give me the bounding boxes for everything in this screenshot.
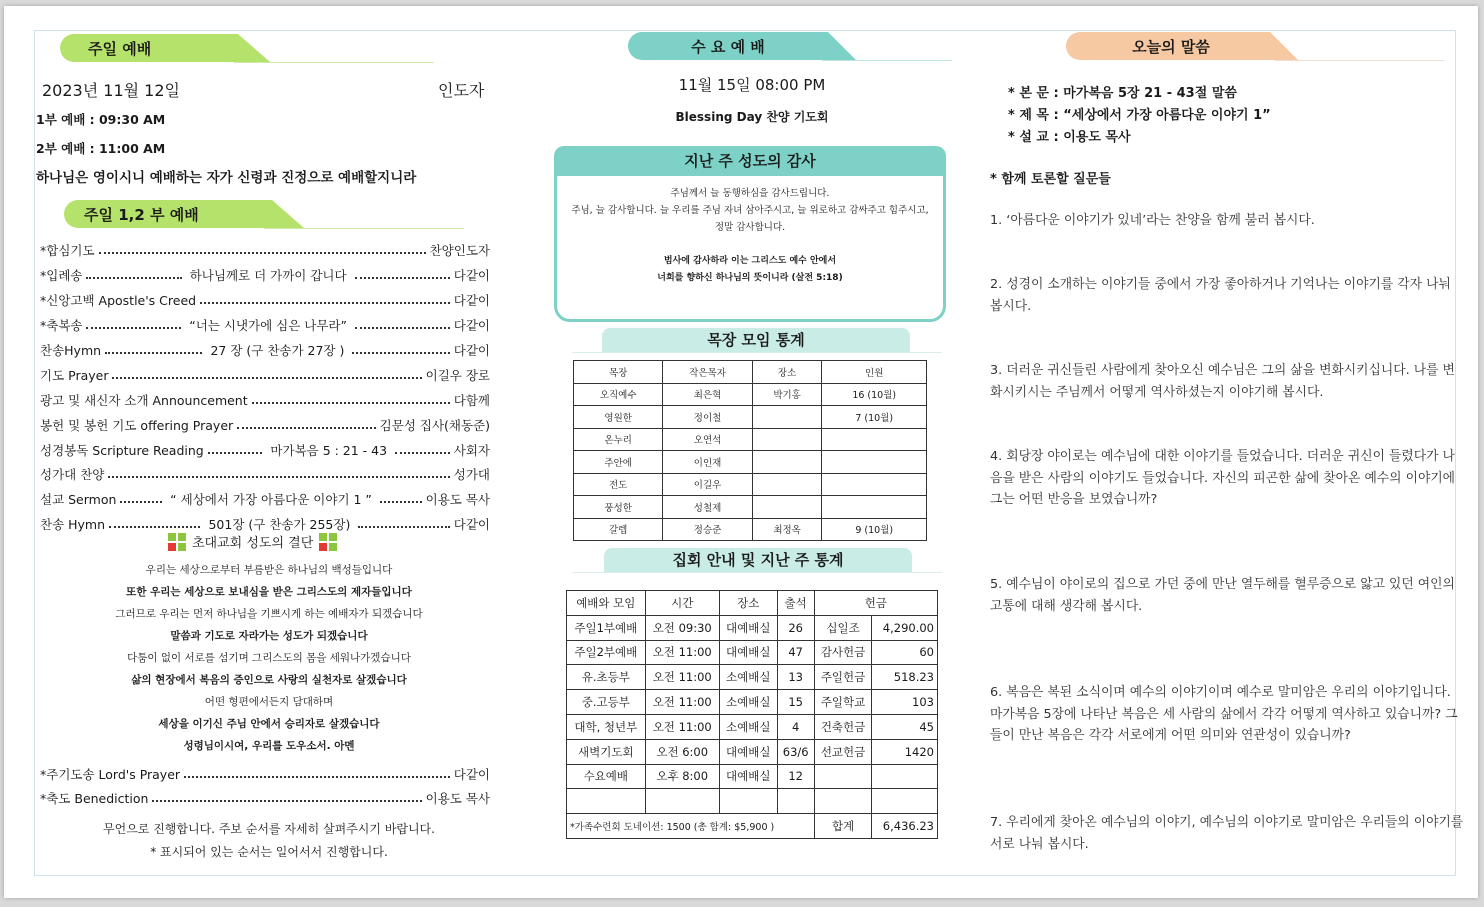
mokjang-table	[573, 360, 927, 541]
order-label: 찬송Hymn	[40, 343, 102, 358]
table-cell: 오후 8:00	[645, 764, 719, 789]
order-row	[40, 514, 490, 534]
table-cell: 갈렙	[574, 518, 663, 541]
order-content: “ 세상에서 가장 아름다운 이야기 1 ”	[170, 492, 372, 507]
dot-leader	[355, 321, 450, 329]
table-cell	[822, 496, 927, 519]
table-cell: 60	[872, 640, 938, 665]
creed-line: 우리는 세상으로부터 부름받은 하나님의 백성들입니다	[145, 564, 393, 576]
dot-leader	[184, 770, 450, 778]
order-label: *신앙고백 Apostle's Creed	[40, 293, 197, 308]
table-cell: 47	[777, 640, 814, 665]
table-header-cell: 예배와 모임	[567, 591, 646, 616]
question-line: 고통에 대해 생각해 봅시다.	[990, 598, 1143, 614]
table-cell: 26	[777, 615, 814, 640]
thanks-line: 주님께서 늘 동행하심을 감사드립니다.	[670, 188, 830, 199]
table-cell: 오전 11:00	[645, 640, 719, 665]
order-row	[40, 489, 490, 509]
thanks-line: 정말 감사합니다.	[714, 222, 786, 233]
table-cell: 성철제	[663, 496, 752, 519]
dot-leader	[352, 346, 449, 354]
table-row	[567, 665, 938, 690]
order-label: 성가대 찬양	[40, 467, 105, 482]
dot-leader	[200, 296, 450, 304]
creed-line: 삶의 현장에서 복음의 증인으로 사랑의 실천자로 살겠습니다	[131, 674, 407, 686]
order-row	[40, 464, 490, 484]
thanks-verse: 범사에 감사하라 이는 그리스도 예수 안에서	[663, 256, 837, 266]
wednesday-header-tab	[628, 32, 856, 60]
creed-title: 초대교회 성도의 결단	[192, 536, 314, 551]
order-leader: 이용도 목사	[425, 791, 490, 806]
table-cell: 온누리	[574, 428, 663, 451]
table-cell: 감사헌금	[814, 640, 872, 665]
creed-line: 다툼이 없이 서로를 섬기며 그리스도의 몸을 세워나가겠습니다	[127, 652, 411, 664]
table-cell	[752, 428, 822, 451]
order-leader: 이용도 목사	[425, 492, 491, 507]
table-cell: 4	[777, 714, 814, 739]
dot-leader	[358, 520, 449, 528]
mokjang-title: 목장 모임 통계	[602, 328, 910, 352]
table-header-cell: 장소	[719, 591, 777, 616]
table-cell: 대예배실	[719, 640, 777, 665]
order-content: 501장 (구 찬송가 255장)	[208, 517, 351, 532]
question-line: 들이 만난 복음은 각각 서로에게 어떤 의미와 연관성이 있습니까?	[990, 728, 1351, 743]
footer-note-2: * 표시되어 있는 순서는 일어서서 진행합니다.	[150, 845, 388, 859]
table-row	[567, 714, 938, 739]
table-cell: 대예배실	[719, 739, 777, 764]
table-row	[567, 615, 938, 640]
order-row	[40, 290, 490, 310]
table-cell: 주일2부예배	[567, 640, 646, 665]
table-row	[567, 640, 938, 665]
table-row	[574, 451, 927, 474]
order-label: 설교 Sermon	[40, 492, 117, 507]
table-cell	[752, 451, 822, 474]
order-leader: 다같이	[453, 767, 490, 782]
wednesday-event	[552, 108, 952, 125]
creed-line: 그러므로 우리는 먼저 하나님을 기쁘시게 하는 예배자가 되겠습니다	[115, 608, 423, 620]
table-header-cell: 목장	[574, 361, 663, 384]
table-header-cell: 헌금	[814, 591, 937, 616]
table-cell: 정이철	[663, 406, 752, 429]
table-cell: 4,290.00	[872, 615, 938, 640]
table-cell	[752, 496, 822, 519]
dot-leader	[109, 520, 200, 528]
thanks-title: 지난 주 성도의 감사	[554, 146, 946, 176]
order-row	[40, 265, 490, 285]
table-cell: 최은혁	[663, 383, 752, 406]
word-header: 오늘의 말씀	[1132, 37, 1210, 56]
order-label: 봉헌 및 봉헌 기도 offering Prayer	[40, 418, 234, 433]
table-cell: 새벽기도회	[567, 739, 646, 764]
table-row	[567, 789, 938, 814]
table-cell: 15	[777, 690, 814, 715]
table-cell	[567, 789, 646, 814]
table-row	[567, 764, 938, 789]
dot-leader	[86, 271, 181, 279]
sermon-preacher: * 설 교 : 이용도 목사	[1008, 130, 1131, 145]
question-line: 마가복음 5장에 나타난 복음은 세 사람의 삶에서 각각 어떻게 역사하고 있습니까? 그	[990, 706, 1458, 722]
table-cell: 대예배실	[719, 764, 777, 789]
dot-leader	[380, 495, 422, 503]
order-leader: 이길우 장로	[425, 368, 490, 383]
dot-leader	[120, 495, 162, 503]
order-label: 기도 Prayer	[40, 368, 109, 383]
table-cell: 박기홍	[752, 383, 822, 406]
order-leader: 다같이	[453, 268, 491, 283]
order-content: 마가복음 5 : 21 - 43	[270, 443, 388, 458]
order-leader: 다같이	[453, 517, 491, 532]
table-cell	[719, 789, 777, 814]
table-cell: 이인재	[663, 451, 752, 474]
order-leader: 사회자	[453, 443, 491, 458]
stats-rule	[572, 572, 942, 573]
order-content: “너는 시냇가에 심은 나무라”	[189, 318, 347, 333]
table-header-row	[574, 361, 927, 384]
dot-leader	[108, 470, 449, 478]
event-ko: 찬양 기도회	[766, 110, 829, 124]
service-time-2: 2부 예배 : 11:00 AM	[36, 141, 166, 156]
question-line: 2. 성경이 소개하는 이야기들 중에서 가장 좋아하거나 기억나는 이야기를 각자 나눠	[990, 277, 1451, 292]
table-cell	[777, 789, 814, 814]
question-line: 3. 더러운 귀신들린 사람에게 찾아오신 예수님은 그의 삶을 변화시키십니다. 나를 변	[990, 363, 1455, 378]
table-cell: 건축헌금	[814, 714, 872, 739]
creed-line: 성령님이시여, 우리를 도우소서. 아멘	[183, 740, 355, 752]
table-cell: 오전 11:00	[645, 665, 719, 690]
table-cell: 십일조	[814, 615, 872, 640]
order-row	[40, 415, 490, 435]
order-label: 찬송 Hymn	[40, 517, 106, 532]
creed-line: 세상을 이기신 주님 안에서 승리자로 살겠습니다	[158, 718, 380, 730]
table-cell: 518.23	[872, 665, 938, 690]
order-label: *축도 Benediction	[40, 791, 149, 806]
discussion-question	[990, 274, 1466, 317]
four-square-icon	[168, 533, 186, 551]
discussion-question	[990, 446, 1466, 511]
table-cell: 13	[777, 665, 814, 690]
dot-leader	[112, 371, 421, 379]
footer-note-1: 무언으로 진행합니다. 주보 순서를 자세히 살펴주시기 바랍니다.	[103, 822, 435, 836]
discussion-question	[990, 812, 1466, 855]
order-content: 27 장 (구 찬송가 27장 )	[210, 343, 345, 358]
order-leader: 성가대	[453, 467, 490, 482]
table-cell: 소예배실	[719, 665, 777, 690]
question-line: 7. 우리에게 찾아온 예수님의 이야기, 예수님의 이야기로 말미암은 우리들의 이야기를	[990, 815, 1464, 830]
order-label: *주기도송 Lord's Prayer	[40, 767, 181, 782]
table-cell	[822, 451, 927, 474]
question-line: 4. 회당장 야이로는 예수님에 대한 이야기를 들었습니다. 더러운 귀신이 들렸다가 나	[990, 449, 1455, 464]
closing-row	[40, 788, 490, 808]
total-label: 합계	[814, 814, 872, 839]
order-row	[40, 315, 490, 335]
sermon-title: * 제 목 : “세상에서 가장 아름다운 이야기 1”	[1008, 108, 1271, 123]
question-line: 화시키시는 주님께서 어떻게 역사하셨는지 이야기해 봅시다.	[990, 384, 1324, 400]
event-en: Blessing Day	[675, 110, 763, 124]
thanks-box	[554, 146, 946, 322]
header-rule	[234, 62, 434, 63]
table-row	[574, 383, 927, 406]
sunday-date: 2023년 11월 12일	[42, 81, 180, 100]
table-row	[574, 473, 927, 496]
dot-leader	[252, 396, 450, 404]
discussion-question	[990, 682, 1466, 747]
table-cell: 103	[872, 690, 938, 715]
table-cell: 주일헌금	[814, 665, 872, 690]
order-row	[40, 240, 490, 260]
table-cell: 대예배실	[719, 615, 777, 640]
table-cell: 1420	[872, 739, 938, 764]
discussion-heading: * 함께 토론할 질문들	[990, 172, 1111, 187]
table-cell: 9 (10월)	[822, 518, 927, 541]
table-row	[574, 428, 927, 451]
table-header-cell: 작은목자	[663, 361, 752, 384]
order-header-tab	[64, 200, 304, 228]
table-cell: 풍성한	[574, 496, 663, 519]
table-total-row	[567, 814, 938, 839]
table-cell: 소예배실	[719, 690, 777, 715]
order-label: 성경봉독 Scripture Reading	[40, 443, 204, 458]
table-cell: 주일학교	[814, 690, 872, 715]
table-row	[574, 518, 927, 541]
order-row	[40, 365, 490, 385]
dot-leader	[99, 246, 426, 254]
wed-rule	[822, 60, 952, 61]
table-cell: 중.고등부	[567, 690, 646, 715]
table-header-cell: 시간	[645, 591, 719, 616]
table-cell: 선교헌금	[814, 739, 872, 764]
order-row	[40, 340, 490, 360]
table-cell	[822, 473, 927, 496]
leader-label: 인도자	[438, 81, 485, 100]
table-header-cell: 인원	[822, 361, 927, 384]
discussion-question	[990, 360, 1466, 403]
table-cell: 대학, 청년부	[567, 714, 646, 739]
table-row	[574, 496, 927, 519]
discussion-question	[990, 210, 1466, 232]
bulletin-sheet	[4, 6, 1478, 898]
table-cell: 12	[777, 764, 814, 789]
table-cell: 16 (10월)	[822, 383, 927, 406]
stats-note: *가족수련회 도네이션: 1500 (총 합계: $5,900 )	[567, 814, 815, 839]
dot-leader	[208, 446, 263, 454]
table-cell: 45	[872, 714, 938, 739]
question-line: 6. 복음은 복된 소식이며 예수의 이야기이며 예수로 말미암은 우리의 이야기입니다.	[990, 685, 1451, 700]
question-line: 봅시다.	[990, 298, 1032, 314]
theme-verse: 하나님은 영이시니 예배하는 자가 신령과 진정으로 예배할지니라	[36, 170, 417, 186]
dot-leader	[86, 321, 181, 329]
table-cell: 정승준	[663, 518, 752, 541]
table-cell	[752, 473, 822, 496]
order-label: 광고 및 새신자 소개 Announcement	[40, 393, 248, 408]
stats-table	[566, 590, 938, 839]
creed-title-row	[168, 532, 337, 551]
table-cell: 오전 6:00	[645, 739, 719, 764]
total-value: 6,436.23	[872, 814, 938, 839]
order-row	[40, 440, 490, 460]
table-cell: 오전 11:00	[645, 714, 719, 739]
table-cell	[645, 789, 719, 814]
question-line: 5. 예수님이 야이로의 집으로 가던 중에 만난 열두해를 혈루증으로 앓고 있던 여인의	[990, 577, 1455, 592]
table-row	[574, 406, 927, 429]
order-leader: 찬양인도자	[429, 243, 490, 258]
table-cell: 영원한	[574, 406, 663, 429]
order-content: 하나님께로 더 가까이 갑니다	[189, 268, 347, 283]
table-cell: 수요예배	[567, 764, 646, 789]
word-header-tab	[1066, 32, 1298, 60]
wednesday-datetime: 11월 15일 08:00 PM	[678, 76, 826, 94]
creed-line: 말씀과 기도로 자라가는 성도가 되겠습니다	[170, 630, 368, 642]
order-leader: 김문성 집사(채동준)	[379, 418, 490, 433]
question-line: 1. ‘아름다운 이야기가 있네’라는 찬양을 함께 불러 봅시다.	[990, 213, 1315, 228]
order-leader: 다같이	[453, 318, 491, 333]
table-cell: 최정옥	[752, 518, 822, 541]
sermon-text: * 본 문 : 마가복음 5장 21 - 43절 말씀	[1008, 86, 1237, 101]
question-line: 그는 어떤 반응을 보였습니까?	[990, 492, 1158, 507]
sunday-header: 주일 예배	[88, 39, 152, 58]
table-cell: 소예배실	[719, 714, 777, 739]
table-cell: 주안에	[574, 451, 663, 474]
word-rule	[1274, 60, 1444, 61]
order-row	[40, 390, 490, 410]
table-row	[567, 739, 938, 764]
wednesday-header: 수 요 예 배	[691, 37, 765, 56]
table-row	[567, 690, 938, 715]
table-cell: 오전 09:30	[645, 615, 719, 640]
order-label: *입례송	[40, 268, 83, 283]
order-label: *축복송	[40, 318, 83, 333]
table-header-cell: 출석	[777, 591, 814, 616]
thanks-verse: 너희를 향하신 하나님의 뜻이니라 (살전 5:18)	[657, 273, 843, 283]
table-cell	[872, 764, 938, 789]
question-line: 음을 받은 사람의 이야기도 들었습니다. 자신의 피곤한 삶에 찾아온 예수의 이야기에	[990, 470, 1456, 486]
four-square-icon	[319, 533, 337, 551]
table-cell: 유.초등부	[567, 665, 646, 690]
sunday-header-tab	[60, 34, 270, 62]
dot-leader	[237, 421, 376, 429]
discussion-question	[990, 574, 1466, 617]
order-leader: 다함께	[453, 393, 490, 408]
order-header: 주일 1,2 부 예배	[84, 205, 199, 224]
creed-line: 어떤 형편에서든지 담대하며	[204, 696, 334, 708]
stats-title: 집회 안내 및 지난 주 통계	[604, 548, 912, 572]
table-cell: 7 (10월)	[822, 406, 927, 429]
table-cell	[822, 428, 927, 451]
creed-line: 또한 우리는 세상으로 보내심을 받은 그리스도의 제자들입니다	[126, 586, 412, 598]
dot-leader	[355, 271, 450, 279]
table-header-cell: 장소	[752, 361, 822, 384]
closing-row	[40, 764, 490, 784]
table-cell	[814, 764, 872, 789]
table-cell: 오직예수	[574, 383, 663, 406]
order-leader: 다같이	[453, 293, 490, 308]
table-cell: 오전 11:00	[645, 690, 719, 715]
table-cell: 63/6	[777, 739, 814, 764]
table-cell: 이길우	[663, 473, 752, 496]
dot-leader	[152, 794, 421, 802]
table-header-row	[567, 591, 938, 616]
thanks-line: 주님, 늘 감사합니다. 늘 우리를 주님 자녀 삼아주시고, 늘 위로하고 감싸주고 힘주시고,	[571, 205, 929, 216]
dot-leader	[105, 346, 202, 354]
table-cell	[872, 789, 938, 814]
question-line: 서로 나눠 봅시다.	[990, 836, 1089, 852]
order-leader: 다같이	[453, 343, 491, 358]
table-cell	[752, 406, 822, 429]
table-cell: 주일1부예배	[567, 615, 646, 640]
mokjang-rule	[572, 352, 942, 353]
table-cell	[814, 789, 872, 814]
table-cell: 오연석	[663, 428, 752, 451]
order-label: *합심기도	[40, 243, 95, 258]
table-cell: 전도	[574, 473, 663, 496]
service-time-1: 1부 예배 : 09:30 AM	[36, 112, 166, 127]
order-rule	[264, 228, 464, 229]
dot-leader	[395, 446, 450, 454]
